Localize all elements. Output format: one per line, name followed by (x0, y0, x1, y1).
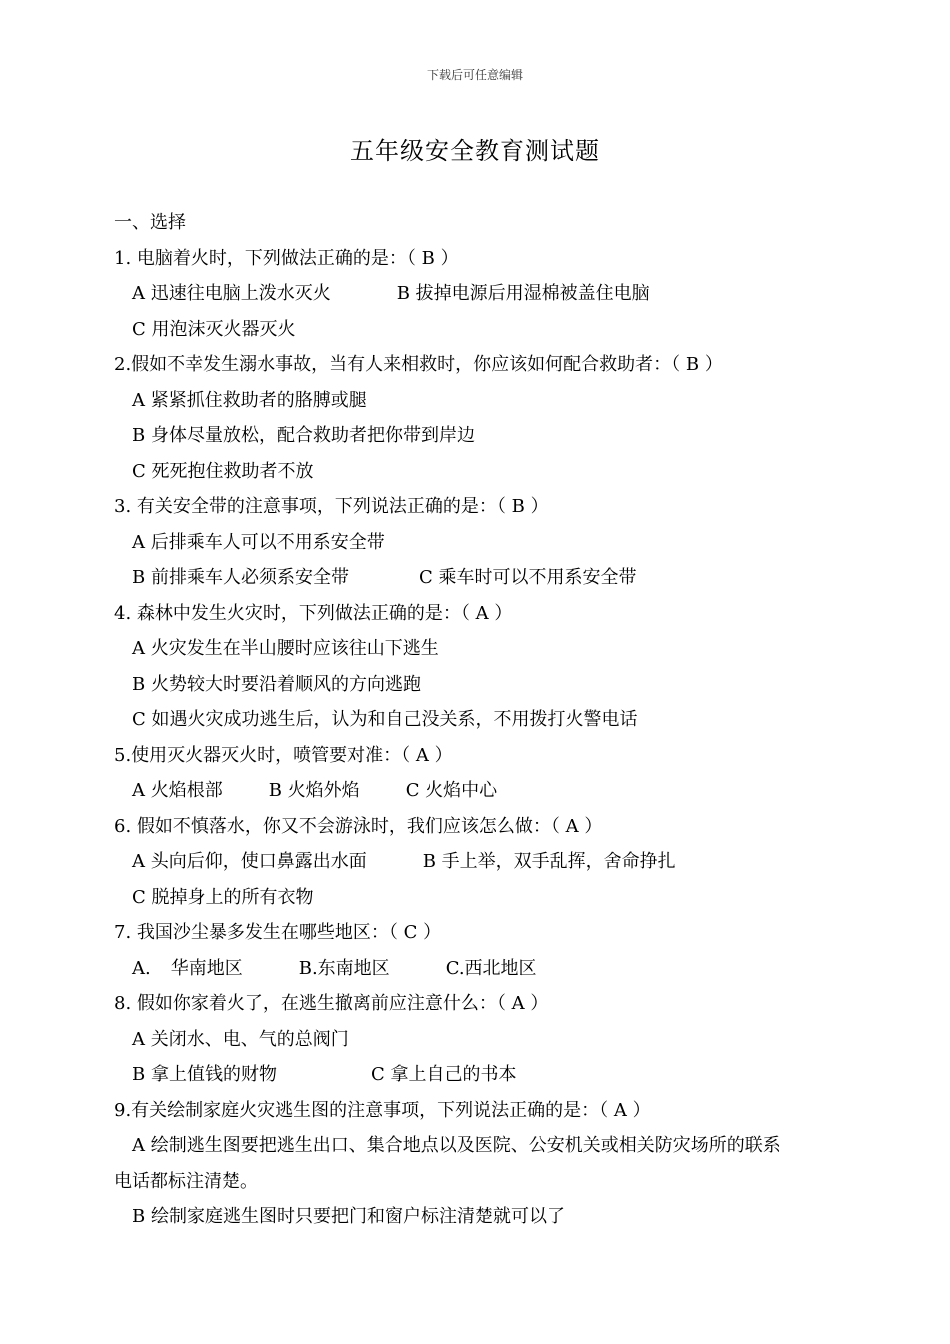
question-9-option-a-line1: A 绘制逃生图要把逃生出口、集合地点以及医院、公安机关或相关防灾场所的联系 (132, 1135, 781, 1156)
question-1: 1. 电脑着火时，下列做法正确的是：（ B ） (114, 247, 459, 269)
question-8: 8. 假如你家着火了，在逃生撤离前应注意什么：（ A ） (114, 993, 549, 1014)
question-5-options-row (114, 773, 844, 809)
question-4: 4. 森林中发生火灾时，下列做法正确的是：（ A ） (114, 602, 513, 624)
question-3-options-row (114, 560, 844, 596)
question-7-option-a-letter: A. (132, 957, 151, 979)
question-2-option-c: C 死死抱住救助者不放 (132, 460, 314, 482)
question-4-option-a: A 火灾发生在半山腰时应该往山下逃生 (132, 638, 439, 659)
section-heading: 一、选择 (114, 212, 186, 233)
question-6: 6. 假如不慎落水，你又不会游泳时，我们应该怎么做：（ A ） (114, 815, 603, 837)
question-8-option-b: B 拿上值钱的财物 (132, 1064, 277, 1085)
question-4-option-c: C 如遇火灾成功逃生后，认为和自己没关系，不用拨打火警电话 (132, 709, 638, 730)
question-8-option-a: A 关闭水、电、气的总阀门 (132, 1028, 349, 1050)
question-6-option-c: C 脱掉身上的所有衣物 (132, 886, 314, 908)
question-6-option-a: A 头向后仰，使口鼻露出水面 (132, 851, 367, 872)
question-1-option-c: C 用泡沫灭火器灭火 (132, 318, 296, 340)
question-9-option-a-line2: 电话都标注清楚。 (114, 1170, 258, 1192)
question-8-options-row (114, 1057, 844, 1093)
question-3-option-a: A 后排乘车人可以不用系安全带 (132, 531, 385, 553)
question-5: 5.使用灭火器灭火时，喷管要对准：（ A ） (114, 744, 453, 766)
question-7-option-a: 华南地区 (170, 957, 243, 979)
page-title: 五年级安全教育测试题 (350, 137, 600, 165)
question-2: 2.假如不幸发生溺水事故，当有人来相救时，你应该如何配合救助者：（ B ） (114, 354, 723, 375)
question-1-options-row (114, 276, 844, 312)
question-3-option-c: C 乘车时可以不用系安全带 (418, 567, 637, 588)
question-7-option-c: C.西北地区 (445, 957, 537, 979)
question-7-option-b: B.东南地区 (298, 957, 390, 979)
question-5-option-c: C 火焰中心 (405, 780, 498, 801)
question-1-option-b: B 拔掉电源后用湿棉被盖住电脑 (396, 283, 650, 304)
question-3-option-b: B 前排乘车人必须系安全带 (132, 567, 349, 588)
question-list (114, 205, 844, 1235)
question-7-options-row (114, 951, 844, 987)
question-9: 9.有关绘制家庭火灾逃生图的注意事项，下列说法正确的是：（ A ） (114, 1099, 651, 1121)
question-3: 3. 有关安全带的注意事项，下列说法正确的是：（ B ） (114, 496, 549, 517)
header-note: 下载后可任意编辑 (426, 68, 523, 82)
question-2-option-a: A 紧紧抓住救助者的胳膊或腿 (132, 389, 367, 411)
question-6-options-row (114, 844, 844, 880)
question-7: 7. 我国沙尘暴多发生在哪些地区：（ C ） (114, 922, 442, 943)
question-1-option-a: A 迅速往电脑上泼水灭火 (132, 283, 331, 304)
question-4-option-b: B 火势较大时要沿着顺风的方向逃跑 (132, 673, 421, 695)
question-5-option-a: A 火焰根部 (132, 780, 223, 801)
question-8-option-c: C 拿上自己的书本 (370, 1064, 517, 1085)
question-6-option-b: B 手上举，双手乱挥，舍命挣扎 (422, 851, 676, 872)
question-9-option-b: B 绘制家庭逃生图时只要把门和窗户标注清楚就可以了 (132, 1206, 565, 1227)
question-5-option-b: B 火焰外焰 (268, 780, 360, 801)
question-2-option-b: B 身体尽量放松，配合救助者把你带到岸边 (132, 425, 475, 446)
